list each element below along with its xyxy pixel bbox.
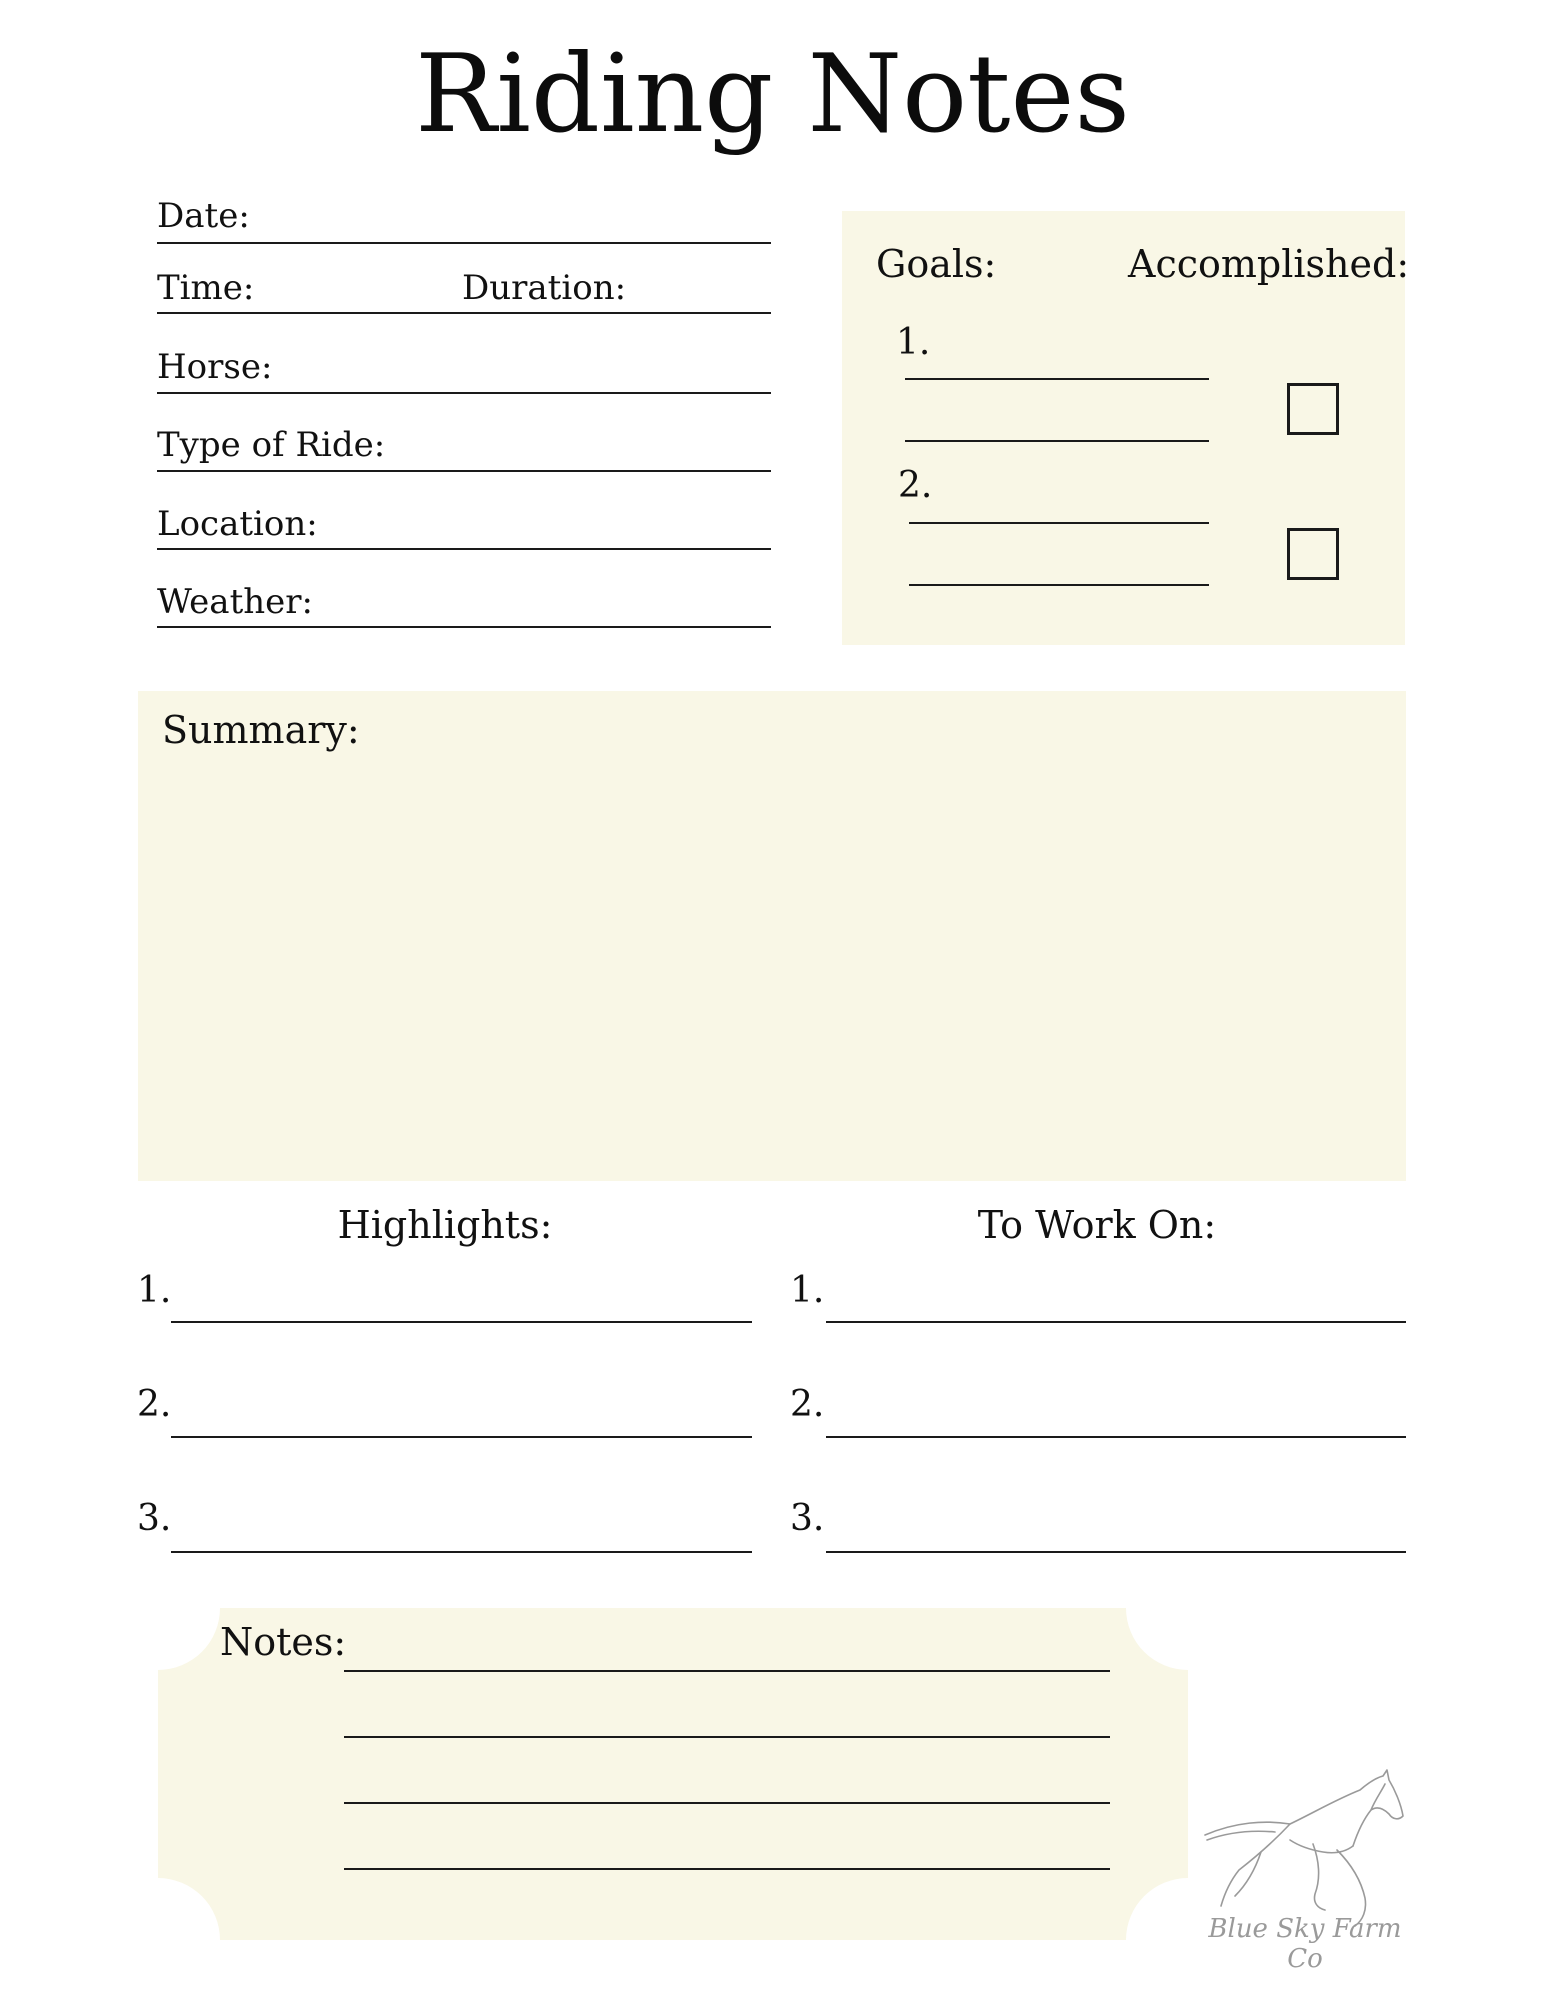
goal-1-checkbox[interactable] xyxy=(1287,383,1339,435)
work-on-number-3: 3. xyxy=(790,1498,825,1539)
horse-field[interactable] xyxy=(157,392,771,394)
goal-2-line-2[interactable] xyxy=(909,584,1209,586)
work-on-number-1: 1. xyxy=(790,1270,825,1311)
accomplished-label: Accomplished: xyxy=(1128,242,1410,286)
location-field[interactable] xyxy=(157,548,771,550)
highlight-number-3: 3. xyxy=(137,1498,172,1539)
highlight-line-2[interactable] xyxy=(171,1436,752,1438)
type-of-ride-field[interactable] xyxy=(157,470,771,472)
weather-field[interactable] xyxy=(157,626,771,628)
brand-name: Blue Sky Farm Co xyxy=(1208,1914,1402,1974)
date-label: Date: xyxy=(157,196,250,236)
highlight-line-3[interactable] xyxy=(171,1551,752,1553)
notes-line-4[interactable] xyxy=(344,1868,1110,1870)
horse-label: Horse: xyxy=(157,347,273,387)
time-label: Time: xyxy=(157,268,255,308)
goal-1-line-2[interactable] xyxy=(905,440,1209,442)
goal-number-2: 2. xyxy=(898,465,933,506)
type-of-ride-label: Type of Ride: xyxy=(157,425,386,465)
date-field[interactable] xyxy=(157,242,771,244)
goals-label: Goals: xyxy=(876,242,997,286)
work-on-line-2[interactable] xyxy=(826,1436,1406,1438)
page-title: Riding Notes xyxy=(415,32,1130,157)
highlight-number-1: 1. xyxy=(137,1270,172,1311)
highlights-label: Highlights: xyxy=(337,1203,553,1247)
goal-2-checkbox[interactable] xyxy=(1287,528,1339,580)
work-on-number-2: 2. xyxy=(790,1384,825,1425)
duration-label: Duration: xyxy=(462,268,627,308)
highlight-number-2: 2. xyxy=(137,1384,172,1425)
summary-panel[interactable] xyxy=(138,691,1406,1181)
notes-line-1[interactable] xyxy=(344,1670,1110,1672)
weather-label: Weather: xyxy=(157,582,313,622)
summary-label: Summary: xyxy=(162,708,360,752)
notes-line-2[interactable] xyxy=(344,1736,1110,1738)
location-label: Location: xyxy=(157,504,318,544)
notes-line-3[interactable] xyxy=(344,1802,1110,1804)
work-on-line-1[interactable] xyxy=(826,1321,1406,1323)
highlight-line-1[interactable] xyxy=(171,1321,752,1323)
time-duration-field[interactable] xyxy=(157,312,771,314)
goal-2-line-1[interactable] xyxy=(909,522,1209,524)
goal-number-1: 1. xyxy=(896,322,931,363)
to-work-on-label: To Work On: xyxy=(977,1203,1217,1247)
work-on-line-3[interactable] xyxy=(826,1551,1406,1553)
notes-label: Notes: xyxy=(220,1620,347,1664)
goal-1-line-1[interactable] xyxy=(905,378,1209,380)
